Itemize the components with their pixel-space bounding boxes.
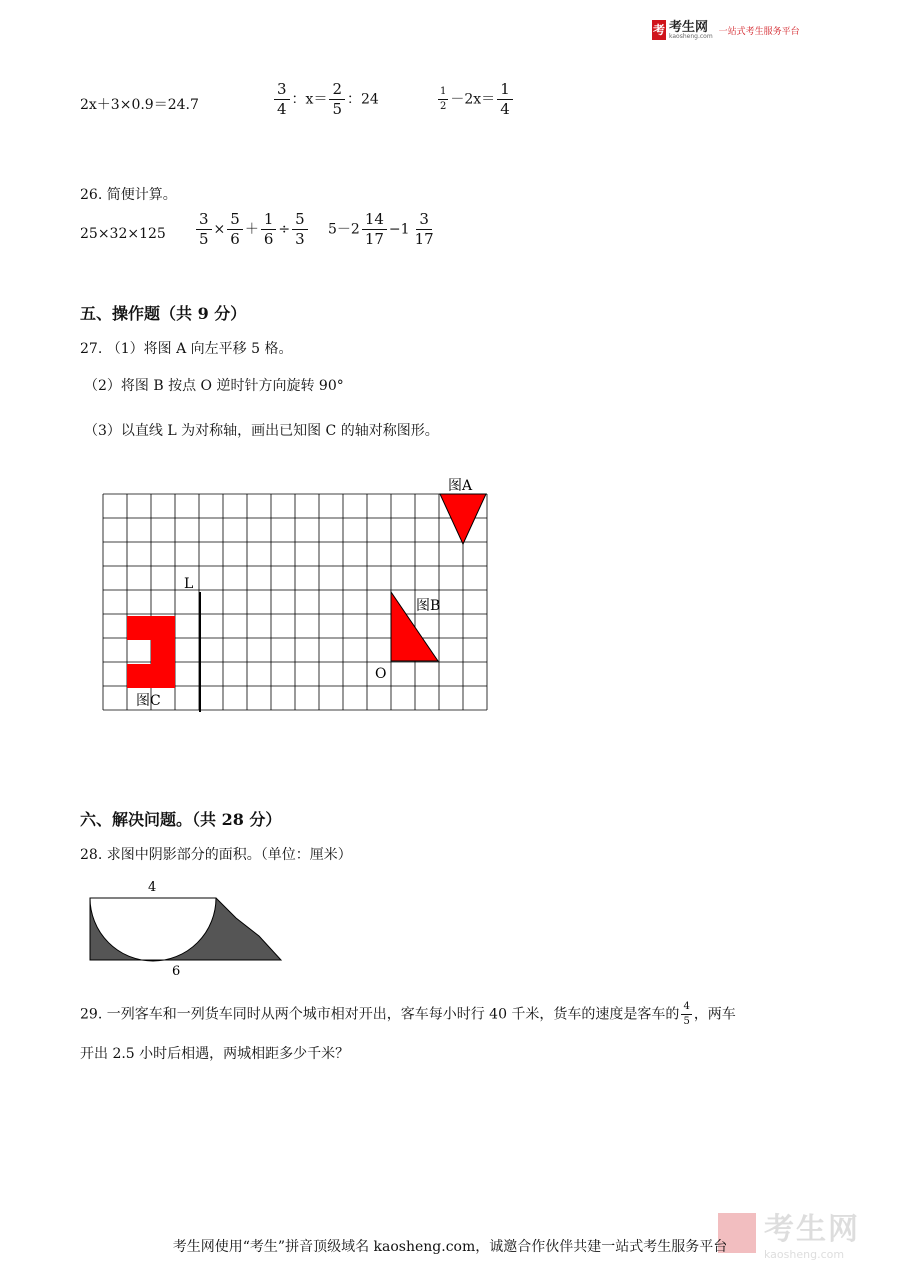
figure-c-label: 图C	[136, 693, 161, 709]
q27-part-3: （3）以直线 L 为对称轴，画出已知图 C 的轴对称图形。	[84, 423, 439, 439]
fraction: $\frac{3}{4}$	[274, 82, 290, 117]
dimension-bottom: 6	[172, 964, 181, 979]
logo-mark-icon: 考	[652, 20, 666, 40]
figure-a-label: 图A	[448, 478, 473, 494]
equation-1: 2x＋3×0.9＝24.7	[80, 97, 199, 113]
fraction: $\frac{3}{17}$	[414, 210, 434, 248]
line-l-label: L	[184, 576, 194, 592]
q26-expr-2: $\frac{3}{5}$ × $\frac{5}{6}$ ＋ $\frac{1}{6}$ ÷ $\frac{5}{3}$	[194, 212, 310, 247]
q29-line-2: 开出 2.5 小时后相遇，两城相距多少千米？	[80, 1046, 350, 1062]
fraction: $\frac{1}{2}$	[440, 86, 447, 112]
equation-3: $\frac{1}{2}$ －2x＝ $\frac{1}{4}$	[436, 82, 515, 117]
q26-expr-1: 25×32×125	[80, 226, 166, 242]
watermark-title: 考生网	[764, 1212, 860, 1247]
shaded-figure	[84, 876, 288, 980]
figure-b-label: 图B	[416, 598, 441, 614]
grid-figure	[100, 470, 492, 720]
q27-part-1: 27. （1）将图 A 向左平移 5 格。	[80, 341, 293, 357]
fraction: $\frac{5}{3}$	[292, 212, 308, 247]
q28-text: 28. 求图中阴影部分的面积。（单位：厘米）	[80, 847, 352, 863]
figure-c-middle	[151, 640, 175, 664]
equation-2: $\frac{3}{4}$ ：x＝ $\frac{2}{5}$ ：24	[272, 82, 379, 117]
point-o-label: O	[375, 666, 387, 682]
q26-title: 26. 简便计算。	[80, 187, 177, 203]
fraction: $\frac{1}{4}$	[497, 82, 513, 117]
site-logo[interactable]	[652, 20, 800, 40]
q27-part-2: （2）将图 B 按点 O 逆时针方向旋转 90°	[84, 378, 344, 394]
fraction: $\frac{4}{5}$	[683, 1001, 690, 1027]
dimension-top: 4	[148, 880, 157, 895]
q26-expr-3: 5－2 $\frac{14}{17}$ −1 $\frac{3}{17}$	[328, 212, 439, 247]
fraction: $\frac{5}{6}$	[227, 212, 243, 247]
fraction: $\frac{1}{6}$	[261, 212, 277, 247]
fraction: $\frac{3}{5}$	[196, 212, 212, 247]
figure-a	[440, 494, 486, 544]
section-5-title: 五、操作题（共 9 分）	[80, 304, 247, 323]
q29-line-1: 29. 一列客车和一列货车同时从两个城市相对开出，客车每小时行 40 千米，货车的速度是客车的 $\frac{4}{5}$ ，两车	[80, 1001, 736, 1027]
logo-slogan: 一站式考生服务平台	[718, 26, 800, 37]
figure-c-top	[127, 616, 175, 640]
watermark-domain: kaosheng.com	[764, 1248, 845, 1261]
fraction: $\frac{2}{5}$	[329, 82, 345, 117]
logo-title: 考生网	[669, 19, 709, 35]
figure-c-bottom	[127, 664, 175, 688]
section-6-title: 六、解决问题。（共 28 分）	[80, 810, 282, 829]
footer-text: 考生网使用“考生”拼音顶级域名 kaosheng.com，诚邀合作伙伴共建一站式考生服务平台	[172, 1239, 728, 1255]
logo-domain: kaosheng.com	[669, 32, 713, 40]
fraction: $\frac{14}{17}$	[362, 212, 387, 247]
